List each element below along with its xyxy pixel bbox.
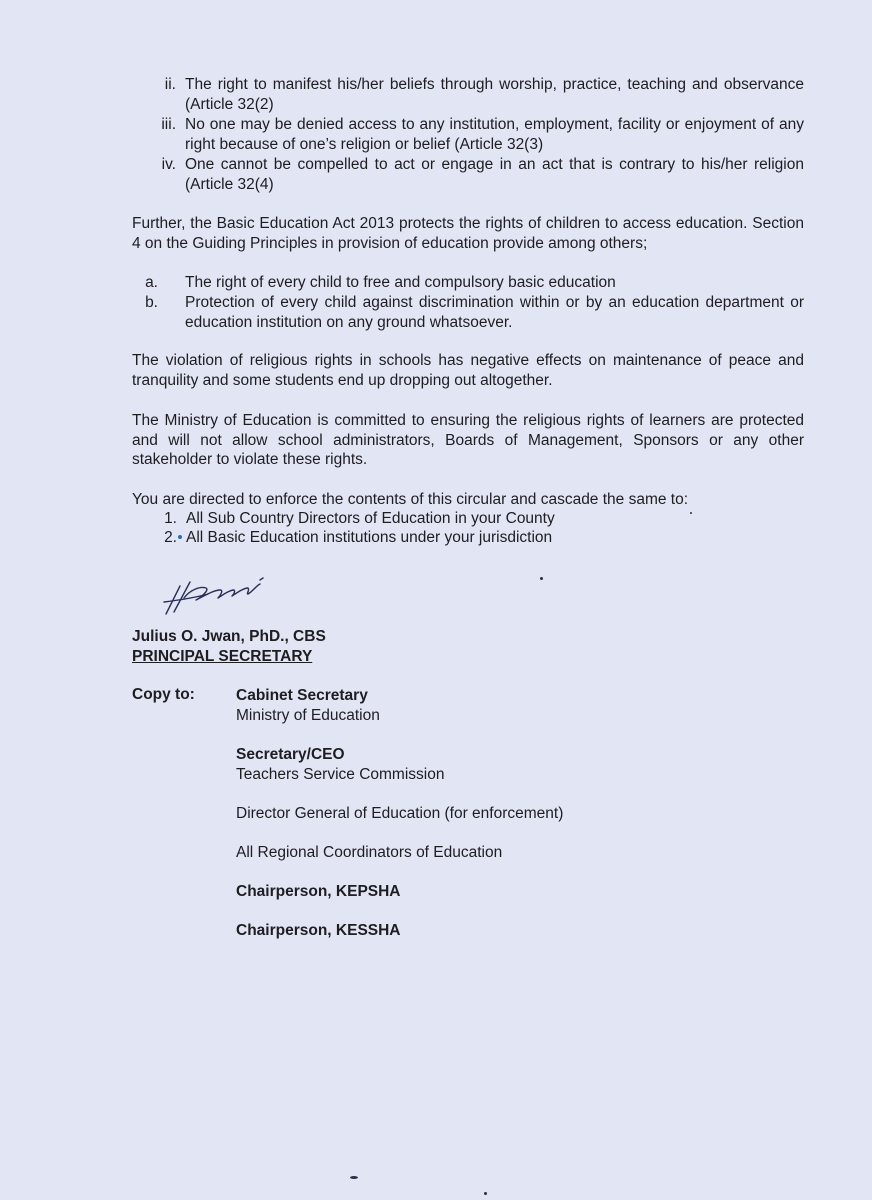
recipient-title: Cabinet Secretary: [236, 687, 368, 704]
list-text: The right to manifest his/her beliefs through worship, practice, teaching and observance (Article 32(2): [185, 76, 804, 113]
paragraph-ministry-commitment: The Ministry of Education is committed to ensuring the religious rights of learners are protected and will not allow school administrators, Boards of Management, Sponsors or any other stakeholder to violate these rights.: [132, 412, 804, 469]
signatory-block: [132, 627, 326, 667]
scan-speck: [178, 535, 182, 539]
recipient-title: All Regional Coordinators of Education: [236, 844, 503, 861]
list-marker: b.: [145, 294, 158, 311]
recipient-title: Director General of Education (for enforcement): [236, 805, 564, 822]
copy-recipient: [236, 843, 502, 863]
list-item: [132, 75, 804, 114]
scan-speck: [350, 1176, 358, 1179]
list-marker: 2.: [164, 529, 177, 546]
recipient-organization: Teachers Service Commission: [236, 766, 445, 783]
recipient-organization: Ministry of Education: [236, 707, 380, 724]
list-item: [132, 273, 804, 293]
paragraph-directive: You are directed to enforce the contents of this circular and cascade the same to:: [132, 491, 689, 508]
list-item: [132, 509, 804, 529]
list-text: All Basic Education institutions under your jurisdiction: [186, 529, 553, 546]
list-text: Protection of every child against discrimination within or by an education department or education institution on any ground whatsoever.: [185, 294, 804, 331]
list-marker: iii.: [161, 116, 176, 133]
list-marker: a.: [145, 274, 158, 291]
scan-speck: [690, 512, 692, 514]
list-marker: iv.: [161, 156, 176, 173]
signatory-title: PRINCIPAL SECRETARY: [132, 648, 313, 665]
recipient-title: Chairperson, KEPSHA: [236, 883, 401, 900]
scan-speck: [484, 1192, 487, 1195]
list-text: All Sub Country Directors of Education in your County: [186, 510, 555, 527]
list-marker: ii.: [164, 76, 176, 93]
list-text: No one may be denied access to any institution, employment, facility or enjoyment of any right because of one’s religion or belief (Article 32(3): [185, 116, 804, 153]
copy-recipient: [236, 804, 563, 824]
signatory-name: Julius O. Jwan, PhD., CBS: [132, 628, 326, 645]
paragraph-violation: The violation of religious rights in schools has negative effects on maintenance of peace and tranquility and some students end up dropping out altogether.: [132, 352, 804, 389]
recipient-title: Secretary/CEO: [236, 746, 345, 763]
copy-recipient: [236, 686, 380, 726]
list-item: [132, 293, 804, 332]
list-item: [132, 155, 804, 194]
list-marker: 1.: [164, 510, 177, 527]
list-item: [132, 115, 804, 154]
copy-recipient: [236, 882, 401, 902]
list-text: The right of every child to free and compulsory basic education: [185, 274, 616, 291]
paragraph-basic-education-act: Further, the Basic Education Act 2013 protects the rights of children to access education. Section 4 on the Guiding Principles in provision of education provide among others;: [132, 215, 804, 252]
recipient-title: Chairperson, KESSHA: [236, 922, 401, 939]
copy-to-label: Copy to:: [132, 686, 195, 703]
scan-speck: [540, 577, 543, 580]
list-item: [132, 528, 804, 548]
copy-recipient: [236, 745, 444, 785]
list-text: One cannot be compelled to act or engage in an act that is contrary to his/her religion (Article 32(4): [185, 156, 804, 193]
copy-recipient: [236, 921, 401, 941]
signature-image: [160, 572, 270, 618]
